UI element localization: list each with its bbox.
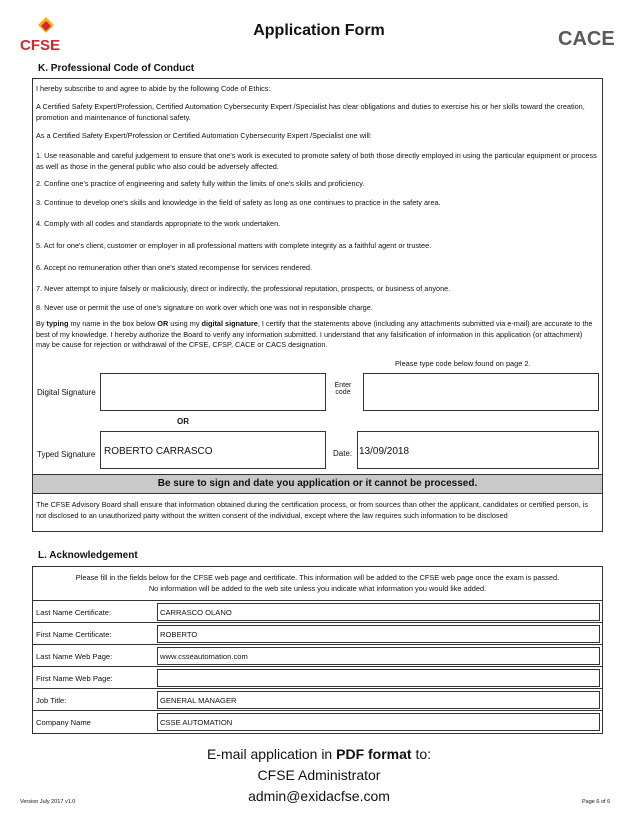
conduct-para-1: A Certified Safety Expert/Profession, Certified Automation Cybersecurity Expert /Specialist has clear obligations and duties to exercise his or her skills toward the creation, promotion and maintenance of functional safety.	[36, 102, 585, 122]
enter-code-field[interactable]	[363, 373, 599, 411]
first-name-certificate-field[interactable]: ROBERTO	[157, 625, 600, 643]
conduct-item: 1. Use reasonable and careful judgement to ensure that one's work is executed to promote safety of both those directly employed in using the particular equipment or process as well as those in the general public who also could be adversely affected.	[36, 151, 597, 171]
digital-signature-label: Digital Signature	[37, 388, 96, 397]
conduct-item: 4. Comply with all codes and standards appropriate to the work undertaken.	[36, 219, 281, 228]
table-row	[33, 711, 602, 733]
section-k-title: K. Professional Code of Conduct	[38, 63, 195, 74]
sign-date-banner: Be sure to sign and date you application or it cannot be processed.	[33, 474, 602, 494]
typed-signature-field[interactable]	[100, 431, 326, 469]
conduct-item: 3. Continue to develop one's skills and knowledge in the field of safety as long as one continues to practice in the safety area.	[36, 198, 441, 207]
certification-statement: By typing my name in the box below OR using my digital signature, I certify that the statements above (including any attachments submitted via e-mail) are accurate to the best of my knowledge. I hereby authorize the Board to verify any information submitted. I understand that any falsification of information in this application (or attachment) may be cause for rejection or withdrawal of the CFSE, CFSP, CACE or CACS designation.	[36, 319, 593, 349]
conduct-item: 6. Accept no remuneration other than one's stated recompense for services rendered.	[36, 263, 312, 272]
conduct-intro: I hereby subscribe to and agree to abide by the following Code of Ethics:	[36, 84, 271, 93]
date-value: 13/09/2018	[359, 446, 410, 457]
admin-email[interactable]: admin@exidacfse.com	[248, 788, 390, 804]
code-of-conduct-box	[32, 78, 603, 532]
section-l-title: L. Acknowledgement	[38, 550, 138, 561]
field-label: Job Title:	[36, 696, 67, 705]
table-row	[33, 645, 602, 667]
page-title: Application Form	[253, 22, 385, 39]
field-label: First Name Certificate:	[36, 630, 112, 639]
administrator-line: CFSE Administrator	[257, 767, 381, 783]
field-label: Last Name Web Page:	[36, 652, 113, 661]
conduct-item: 8. Never use or permit the use of one's signature on work over which one was not in responsible charge.	[36, 303, 373, 312]
date-label: Date:	[333, 449, 353, 458]
or-separator: OR	[177, 417, 189, 426]
conduct-para-2: As a Certified Safety Expert/Profession or Certified Automation Cybersecurity Expert /Specialist one will:	[36, 131, 372, 140]
version-label: Version July 2017 v1.0	[20, 799, 76, 805]
page-header	[0, 0, 638, 58]
table-row	[33, 601, 602, 623]
advisory-text: The CFSE Advisory Board shall ensure that information obtained during the certification process, or from sources than other the applicant, candidates or certified person, is not disclosed to an unauthorized party without the written consent of the individual, except where the law requires such information to be disclosed	[36, 500, 589, 520]
code-hint: Please type code below found on page 2.	[395, 359, 531, 368]
cace-logo	[556, 24, 626, 50]
first-name-web-page-field[interactable]	[157, 669, 600, 687]
last-name-certificate-field[interactable]: CARRASCO OLANO	[157, 603, 600, 621]
email-instruction: E-mail application in PDF format to:	[206, 746, 432, 762]
date-field[interactable]	[357, 431, 599, 469]
table-row	[33, 667, 602, 689]
logo-right-text: CACE	[558, 28, 615, 50]
enter-code-label: Enter code	[334, 382, 352, 396]
conduct-item: 2. Confine one's practice of engineering and safety fully within the limits of one's skills and proficiency.	[36, 179, 365, 188]
acknowledgement-box	[32, 566, 603, 734]
field-label: Last Name Certificate:	[36, 608, 112, 617]
conduct-item: 5. Act for one's client, customer or employer in all professional matters with complete integrity as a faithful agent or trustee.	[36, 241, 432, 250]
last-name-web-page-field[interactable]: www.csseautomation.com	[157, 647, 600, 665]
logo-left-text: CFSE	[20, 37, 61, 54]
digital-signature-field[interactable]	[100, 373, 326, 411]
table-row	[33, 623, 602, 645]
typed-signature-label: Typed Signature	[37, 450, 96, 459]
job-title-field[interactable]: GENERAL MANAGER	[157, 691, 600, 709]
typed-signature-value: ROBERTO CARRASCO	[104, 446, 213, 457]
company-name-field[interactable]: CSSE AUTOMATION	[157, 713, 600, 731]
field-label: First Name Web Page:	[36, 674, 113, 683]
acknowledgement-notice: Please fill in the fields below for the CFSE web page and certificate. This information will be added to the CFSE web page once the exam is passed. No information will be added to the web site unless you indicate what information you would like added.	[33, 567, 602, 601]
conduct-item: 7. Never attempt to injure falsely or maliciously, direct or indirectly, the professional reputation, prospects, or business of anyone.	[36, 284, 451, 293]
table-row	[33, 689, 602, 711]
page-number: Page 6 of 6	[582, 799, 611, 805]
field-label: Company Name	[36, 718, 91, 727]
